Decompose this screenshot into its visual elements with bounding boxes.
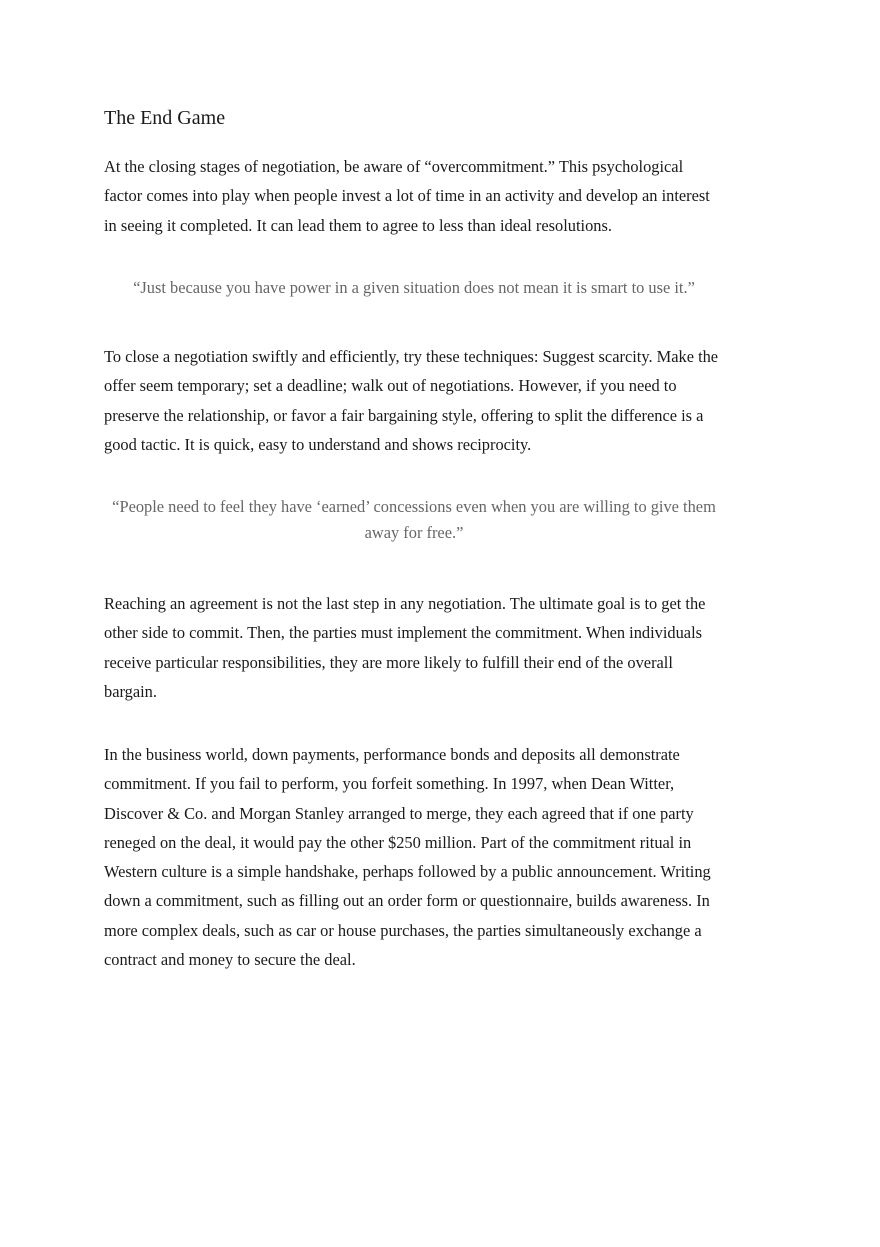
pull-quote-power: “Just because you have power in a given situation does not mean it is smart to use it.” xyxy=(133,278,695,297)
paragraph-business-world: In the business world, down payments, performance bonds and deposits all demonstrate commitment. If you fail to perform, you forfeit something. In 1997, when Dean Witter, Discover & Co. and Morgan Stanley arranged to merge, they each agreed that if one party reneged on the deal, it would pay the other $250 million. Part of the commitment ritual in Western culture is a simple handshake, perhaps followed by a public announcement. Writing down a commitment, such as filling out an order form or questionnaire, builds awareness. In more complex deals, such as car or house purchases, the parties simultaneously exchange a contract and money to secure the deal. xyxy=(104,745,711,970)
paragraph-closing-techniques: To close a negotiation swiftly and efficiently, try these techniques: Suggest scarcity. Make the offer seem temporary; set a deadline; walk out of negotiations. However, if you need to preserve the relationship, or favor a fair bargaining style, offering to split the difference is a good tactic. It is quick, easy to understand and shows reciprocity. xyxy=(104,347,719,454)
page-title: The End Game xyxy=(104,107,226,129)
pull-quote-concessions: “People need to feel they have ‘earned’ concessions even when you are willing to give them away for free.” xyxy=(112,497,716,542)
paragraph-overcommitment: At the closing stages of negotiation, be aware of “overcommitment.” This psychological factor comes into play when people invest a lot of time in an activity and develop an interest in seeing it completed. It can lead them to agree to less than ideal resolutions. xyxy=(104,157,710,235)
paragraph-commitment: Reaching an agreement is not the last step in any negotiation. The ultimate goal is to get the other side to commit. Then, the parties must implement the commitment. When individuals receive particular responsibilities, they are more likely to fulfill their end of the overall bargain. xyxy=(104,594,706,701)
